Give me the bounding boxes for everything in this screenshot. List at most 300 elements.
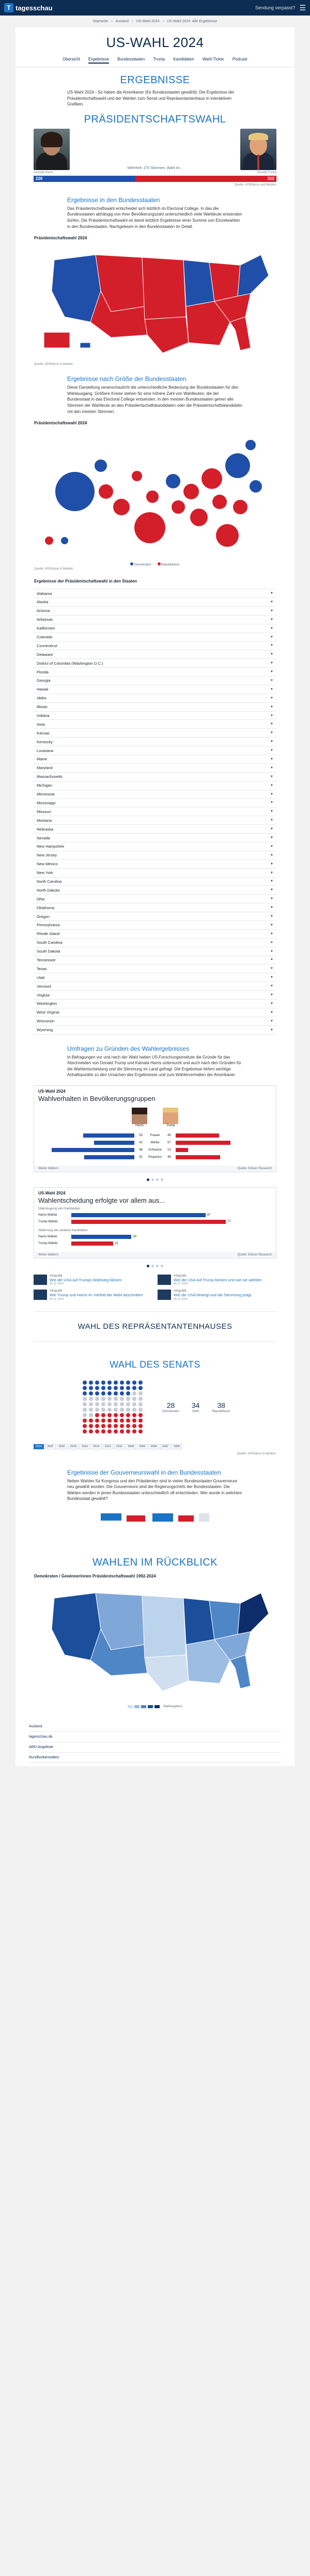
tagesschau-icon: T bbox=[4, 3, 13, 12]
reason-row bbox=[38, 1219, 272, 1225]
state-row[interactable] bbox=[34, 878, 276, 886]
state-row[interactable] bbox=[34, 703, 276, 712]
senate-seat bbox=[107, 1381, 112, 1385]
state-row[interactable] bbox=[34, 598, 276, 607]
state-row[interactable] bbox=[34, 956, 276, 965]
state-row[interactable] bbox=[34, 607, 276, 616]
state-row[interactable] bbox=[34, 755, 276, 764]
state-row[interactable] bbox=[34, 729, 276, 738]
bubble-state bbox=[55, 472, 95, 511]
menu-icon[interactable]: ☰ bbox=[299, 3, 306, 12]
year-button[interactable]: 2022 bbox=[45, 1444, 55, 1449]
state-row[interactable] bbox=[34, 860, 276, 869]
state-row[interactable] bbox=[34, 641, 276, 650]
senate-seat bbox=[114, 1418, 118, 1422]
state-name: West Virginia bbox=[37, 1010, 59, 1015]
state-name: Indiana bbox=[37, 713, 50, 718]
governor-map[interactable] bbox=[34, 1508, 276, 1544]
retro-legend: Wahlergebnis bbox=[16, 1705, 295, 1719]
states-list-title: Ergebnisse der Präsidentschaftswahl in den Staaten bbox=[34, 579, 137, 584]
chevron-down-icon: ▼ bbox=[270, 757, 273, 761]
harris-bar bbox=[84, 1155, 134, 1159]
breadcrumb-current: US-Wahl 2024: Alle Ergebnisse bbox=[166, 20, 218, 23]
state-name: Montana bbox=[37, 818, 52, 823]
state-name: District of Columbia (Washington D.C.) bbox=[37, 661, 103, 666]
year-button[interactable]: 2018 bbox=[68, 1444, 79, 1449]
senate-seat bbox=[126, 1386, 130, 1390]
senate-seat bbox=[89, 1429, 93, 1433]
year-button[interactable]: 2024 bbox=[34, 1444, 44, 1449]
senate-seat bbox=[126, 1424, 130, 1428]
article-teaser[interactable] bbox=[158, 1275, 276, 1285]
state-row[interactable] bbox=[34, 982, 276, 991]
state-row[interactable] bbox=[34, 1008, 276, 1017]
chevron-down-icon: ▼ bbox=[270, 609, 273, 612]
senate-seat bbox=[138, 1413, 143, 1417]
carousel-dot[interactable] bbox=[161, 1265, 163, 1267]
senate-seat bbox=[83, 1407, 87, 1412]
state-row[interactable] bbox=[34, 746, 276, 755]
senate-seat bbox=[107, 1391, 112, 1396]
state-name: Arizona bbox=[37, 608, 50, 614]
bubble-source: Quelle: AP/Edison & Medien bbox=[34, 568, 73, 571]
trump-thumb bbox=[163, 1108, 178, 1124]
state-row[interactable] bbox=[34, 903, 276, 912]
article-date: 06.11.2024 bbox=[174, 1282, 188, 1286]
map-state-northeast bbox=[238, 255, 269, 296]
senate-seat bbox=[95, 1397, 99, 1401]
results-heading: ERGEBNISSE bbox=[120, 74, 190, 86]
senate-seat bbox=[83, 1381, 87, 1385]
trump-bar bbox=[176, 1155, 220, 1159]
reason-bar bbox=[71, 1220, 226, 1224]
carousel-dot[interactable] bbox=[156, 1265, 159, 1267]
state-row[interactable] bbox=[34, 773, 276, 781]
senate-seat bbox=[126, 1402, 130, 1406]
senate-seat bbox=[120, 1381, 124, 1385]
harris-value: 42 bbox=[139, 1141, 143, 1144]
footer-link[interactable]: Ausland bbox=[29, 1722, 281, 1732]
state-row[interactable] bbox=[34, 1017, 276, 1026]
footer-link[interactable]: tagesschau.de bbox=[29, 1732, 281, 1742]
tab-states[interactable]: Bundesstaaten bbox=[117, 57, 145, 62]
senate-seat bbox=[114, 1381, 118, 1385]
breadcrumb-item[interactable]: Ausland bbox=[115, 20, 129, 23]
year-button[interactable]: 2002 bbox=[160, 1444, 171, 1449]
senate-rep: 38 Republikaner bbox=[212, 1401, 230, 1414]
bubble-state bbox=[45, 536, 53, 545]
chevron-down-icon: ▼ bbox=[270, 871, 273, 875]
related-articles bbox=[34, 1275, 276, 1301]
year-button[interactable]: 2004 bbox=[149, 1444, 159, 1449]
bubble-lead: Diese Darstellung veranschaulicht die unterschiedliche Bedeutung der Bundesstaaten für den Wahlausgang. Größere Kreise stehen für eine höhere Zahl von Wahlleuten, die der Bundesstaat in das Electoral College entsenden. In den meisten Bundesstaaten gehen alle Stimmen der Wahlleute an den Präsidentschaftskandidaten oder die Präsidentschaftskandidatin mit den meisten Stimmen. bbox=[67, 385, 243, 414]
year-button[interactable]: 2016 bbox=[80, 1444, 90, 1449]
reason-row bbox=[38, 1213, 272, 1218]
chevron-down-icon: ▼ bbox=[270, 644, 273, 648]
senate-seat bbox=[114, 1386, 118, 1390]
rep-name: Donald Trump bbox=[257, 171, 276, 174]
state-row[interactable] bbox=[34, 834, 276, 842]
results-lead: US-Wahl 2024 - So haben die Amerikaner (für Bundesstaaten gewählt): Die Ergebnisse der Präsidentschaftswahl und der Wahlen zum Senat und Repräsentantenhaus in interaktiven Grafiken. bbox=[67, 90, 235, 107]
senate-dem: 28 Demokraten bbox=[162, 1401, 179, 1414]
state-name: Nebraska bbox=[37, 826, 54, 832]
article-title: Wie die USA auf Trump blicken und wie sie wählten bbox=[174, 1277, 262, 1282]
dem-votes: 226 bbox=[36, 176, 43, 181]
retro-map[interactable] bbox=[34, 1583, 276, 1703]
senate-seat bbox=[126, 1397, 130, 1401]
state-row[interactable] bbox=[34, 659, 276, 668]
majority-label: Mehrheit: 270 Stimmen, Wahl ist... bbox=[127, 166, 183, 170]
senate-heading: WAHL DES SENATS bbox=[110, 1359, 200, 1370]
us-results-map[interactable] bbox=[34, 244, 276, 360]
demographic-row bbox=[38, 1132, 272, 1139]
reason-bar bbox=[71, 1241, 113, 1246]
senate-seat bbox=[107, 1407, 112, 1412]
governor-lead: Neben Wahlen für Kongress und den Präsidenten sind in vielen Bundesstaaten Gouverneure neu gewählt worden. Die Gouverneure sind die Regierungschefs der Bundesstaaten. Die Wahlen werden in jenen Bundesstaaten unterschiedlich oft entschieden. Wer wurde in welchem Bundesstaat gewählt? bbox=[67, 1478, 242, 1501]
chevron-down-icon: ▼ bbox=[270, 696, 273, 700]
chevron-down-icon: ▼ bbox=[270, 958, 273, 962]
state-name: Alabama bbox=[37, 591, 52, 596]
bubble-state bbox=[225, 453, 250, 478]
candidate-row bbox=[34, 129, 276, 170]
senate-seat bbox=[95, 1429, 99, 1433]
carousel-dot[interactable] bbox=[151, 1265, 154, 1267]
chevron-down-icon: ▼ bbox=[270, 1019, 273, 1023]
state-row[interactable] bbox=[34, 764, 276, 773]
harris-thumb bbox=[132, 1108, 147, 1124]
senate-seat bbox=[89, 1407, 93, 1412]
chevron-down-icon: ▼ bbox=[270, 662, 273, 665]
year-button[interactable]: 2000 bbox=[172, 1444, 182, 1449]
state-name: New Jersey bbox=[37, 853, 57, 858]
state-row[interactable] bbox=[34, 921, 276, 930]
state-name: Maine bbox=[37, 757, 48, 762]
reason-row bbox=[38, 1241, 272, 1247]
card-next[interactable]: Weiter blättern bbox=[38, 1253, 58, 1256]
senate-seat bbox=[107, 1418, 112, 1422]
state-row[interactable] bbox=[34, 712, 276, 720]
article-kicker: Infografik bbox=[174, 1290, 187, 1293]
year-button[interactable]: 2014 bbox=[91, 1444, 101, 1449]
voter-group: Trump-Wähler bbox=[38, 1242, 58, 1246]
state-name: Virginia bbox=[37, 992, 50, 998]
chevron-down-icon: ▼ bbox=[270, 819, 273, 822]
state-name: Iowa bbox=[37, 722, 45, 727]
article-title: Wie die USA bewegt und die Stimmung prägt bbox=[174, 1293, 252, 1298]
senate-seat bbox=[132, 1418, 136, 1422]
harris-bar bbox=[94, 1141, 134, 1145]
senate-seat bbox=[120, 1429, 124, 1433]
chevron-down-icon: ▼ bbox=[270, 592, 273, 595]
harris-value: 53 bbox=[139, 1133, 143, 1137]
bubble-state bbox=[216, 524, 239, 547]
year-button[interactable]: 2008 bbox=[126, 1444, 136, 1449]
map-state-plains bbox=[142, 257, 186, 319]
state-name: Rhode Island bbox=[37, 931, 60, 937]
president-source: Quelle: AP/Edison und Medien bbox=[234, 183, 276, 187]
chevron-down-icon: ▼ bbox=[270, 853, 273, 857]
state-row[interactable] bbox=[34, 973, 276, 982]
state-row[interactable] bbox=[34, 799, 276, 808]
senate-seat bbox=[83, 1429, 87, 1433]
state-name: New York bbox=[37, 870, 53, 876]
state-row[interactable] bbox=[34, 616, 276, 624]
senate-seat bbox=[89, 1381, 93, 1385]
state-row[interactable] bbox=[34, 633, 276, 642]
reason-value: 30 bbox=[133, 1235, 137, 1239]
breadcrumb-item[interactable]: US-Wahl 2024 bbox=[136, 20, 160, 23]
card-source: Quelle: Edison Research bbox=[237, 1167, 272, 1170]
senate-seat bbox=[83, 1391, 87, 1396]
chevron-down-icon: ▼ bbox=[270, 976, 273, 979]
senate-seat bbox=[89, 1418, 93, 1422]
state-row[interactable] bbox=[34, 851, 276, 860]
tab-candidates[interactable]: Kandidaten bbox=[173, 57, 194, 62]
map-state-texas bbox=[145, 317, 189, 353]
state-row[interactable] bbox=[34, 1000, 276, 1008]
chevron-down-icon: ▼ bbox=[270, 653, 273, 656]
chevron-down-icon: ▼ bbox=[270, 635, 273, 639]
senate-seat bbox=[107, 1413, 112, 1417]
state-row[interactable] bbox=[34, 790, 276, 799]
senate-seat bbox=[95, 1418, 99, 1422]
footer-link[interactable]: Rundfunkanstalten bbox=[29, 1753, 281, 1763]
chevron-down-icon: ▼ bbox=[270, 670, 273, 674]
senate-seat bbox=[132, 1381, 136, 1385]
senate-seat bbox=[132, 1391, 136, 1396]
state-name: Missouri bbox=[37, 809, 51, 814]
state-row[interactable] bbox=[34, 991, 276, 1000]
carousel-dots bbox=[16, 1262, 295, 1270]
card-source: Quelle: Edison Research bbox=[237, 1253, 272, 1256]
article-date: 05.11.2024 bbox=[174, 1297, 188, 1301]
state-row[interactable] bbox=[34, 816, 276, 825]
carousel-dot[interactable] bbox=[156, 1178, 159, 1181]
state-row[interactable] bbox=[34, 589, 276, 598]
bubble-state bbox=[113, 499, 130, 515]
chevron-down-icon: ▼ bbox=[270, 880, 273, 883]
state-row[interactable] bbox=[34, 886, 276, 895]
tab-overview[interactable]: Übersicht bbox=[63, 57, 81, 62]
chevron-down-icon: ▼ bbox=[270, 915, 273, 918]
reason-value: 21 bbox=[115, 1242, 119, 1246]
card-kicker: US-Wahl 2024 bbox=[38, 1190, 66, 1195]
state-name: Kalifornien bbox=[37, 626, 55, 631]
state-row[interactable] bbox=[34, 964, 276, 973]
electoral-vote-bar bbox=[34, 176, 276, 182]
state-row[interactable] bbox=[34, 738, 276, 746]
chevron-down-icon: ▼ bbox=[270, 827, 273, 831]
senate-seat bbox=[83, 1413, 87, 1417]
breadcrumb-item[interactable]: Startseite bbox=[92, 20, 109, 23]
state-name: Massachusetts bbox=[37, 774, 63, 779]
senate-seat bbox=[120, 1424, 124, 1428]
state-row[interactable] bbox=[34, 939, 276, 947]
senate-seat bbox=[114, 1424, 118, 1428]
year-button[interactable]: 2010 bbox=[114, 1444, 125, 1449]
carousel-dot[interactable] bbox=[151, 1178, 154, 1181]
senate-seat bbox=[83, 1424, 87, 1428]
state-name: Connecticut bbox=[37, 643, 57, 648]
state-row[interactable] bbox=[34, 650, 276, 659]
carousel-dots bbox=[16, 1175, 295, 1184]
group-label: Ablehnung des anderen Kandidaten bbox=[38, 1229, 88, 1232]
chevron-down-icon: ▼ bbox=[270, 740, 273, 744]
state-row[interactable] bbox=[34, 869, 276, 878]
page-title: US-WAHL 2024 bbox=[106, 35, 204, 50]
state-row[interactable] bbox=[34, 781, 276, 790]
trump-portrait bbox=[240, 129, 276, 170]
site-logo[interactable]: T tagesschau bbox=[4, 3, 53, 12]
reason-bar bbox=[71, 1213, 206, 1217]
chevron-down-icon: ▼ bbox=[270, 784, 273, 787]
bubble-state bbox=[99, 484, 113, 499]
bubble-title: Präsidentschaftswahl 2024 bbox=[34, 421, 87, 426]
year-button[interactable]: 2006 bbox=[137, 1444, 147, 1449]
bubble-map[interactable] bbox=[34, 430, 276, 560]
senate-year-selector bbox=[34, 1444, 276, 1449]
retro-title: Demokraten / Gewinnerinnen Präsidentschaftswahl 1992-2024 bbox=[34, 1574, 156, 1579]
senate-seat bbox=[114, 1402, 118, 1406]
bubble-state bbox=[134, 512, 165, 543]
state-name: Idaho bbox=[37, 696, 47, 701]
map-state-west bbox=[52, 255, 101, 322]
bubble-heading: Ergebnisse nach Größe der Bundesstaaten bbox=[67, 375, 187, 383]
carousel-dot[interactable] bbox=[161, 1178, 163, 1181]
chevron-down-icon: ▼ bbox=[270, 897, 273, 901]
chevron-down-icon: ▼ bbox=[270, 618, 273, 621]
state-row[interactable] bbox=[34, 624, 276, 633]
state-row[interactable] bbox=[34, 895, 276, 903]
state-name: Mississippi bbox=[37, 800, 56, 805]
senate-seat bbox=[126, 1381, 130, 1385]
state-name: Arkansas bbox=[37, 617, 53, 622]
card-next[interactable]: Weiter blättern bbox=[38, 1167, 58, 1170]
state-row[interactable] bbox=[34, 947, 276, 956]
chevron-down-icon: ▼ bbox=[270, 993, 273, 997]
state-name: Georgia bbox=[37, 678, 51, 683]
state-row[interactable] bbox=[34, 807, 276, 816]
tab-ticker[interactable]: Wahl-Ticker bbox=[202, 57, 224, 62]
state-name: Oregon bbox=[37, 914, 50, 919]
senate-seat bbox=[120, 1386, 124, 1390]
senate-seat bbox=[138, 1424, 143, 1428]
bubble-state bbox=[202, 468, 222, 489]
article-teaser[interactable] bbox=[34, 1275, 152, 1285]
carousel-dot[interactable] bbox=[147, 1265, 149, 1267]
article-thumbnail bbox=[158, 1275, 171, 1285]
article-teaser[interactable] bbox=[34, 1290, 152, 1300]
retro-heading: WAHLEN IM RÜCKBLICK bbox=[92, 1557, 218, 1569]
state-name: Texas bbox=[37, 966, 47, 971]
trump-col: Trump bbox=[166, 1124, 175, 1127]
senate-numbers bbox=[162, 1402, 230, 1413]
article-kicker: Infografik bbox=[50, 1290, 63, 1293]
year-button[interactable]: 2012 bbox=[103, 1444, 113, 1449]
state-name: Wyoming bbox=[37, 1028, 53, 1033]
state-row[interactable] bbox=[34, 825, 276, 834]
senate-seat bbox=[107, 1397, 112, 1401]
dem-name: Kamala Harris bbox=[34, 171, 54, 174]
state-row[interactable] bbox=[34, 842, 276, 851]
chevron-down-icon: ▼ bbox=[270, 836, 273, 839]
state-name: New Hampshire bbox=[37, 844, 65, 849]
tab-trump[interactable]: Trump bbox=[153, 57, 165, 62]
breadcrumb: Startseite › Ausland › US-Wahl 2024 › US-Wahl 2024: Alle Ergebnisse bbox=[92, 20, 218, 23]
demographic-row bbox=[38, 1147, 272, 1153]
chevron-down-icon: ▼ bbox=[270, 932, 273, 936]
bubble-state bbox=[233, 500, 247, 514]
senate-source: Quelle: AP/Edison & Medien bbox=[237, 1452, 276, 1455]
state-row[interactable] bbox=[34, 685, 276, 694]
chevron-down-icon: ▼ bbox=[270, 1010, 273, 1014]
state-name: Alaska bbox=[37, 600, 49, 605]
senate-seat bbox=[89, 1391, 93, 1396]
chevron-down-icon: ▼ bbox=[270, 1028, 273, 1032]
state-row[interactable] bbox=[34, 912, 276, 921]
senate-seat bbox=[83, 1418, 87, 1422]
year-button[interactable]: 2020 bbox=[57, 1444, 67, 1449]
polls-lead: In Befragungen vor und nach der Wahl hatten US-Forschungsinstitute die Gründe für das Abschneiden von Donald Trump und Kamala Harris untersucht und auch nach den Gründen für die Wahlentscheidung und die Stimmung im Land gefragt. Die Ergebnisse liefern wichtige Anhaltspunkte zu den Ursachen des Ergebnisses und zum Wählerverhalten der Amerikaner. bbox=[67, 1054, 242, 1078]
site-footer bbox=[16, 1719, 295, 1766]
senate-seat bbox=[132, 1397, 136, 1401]
state-row[interactable] bbox=[34, 1026, 276, 1035]
card-title: Wahlverhalten in Bevölkerungsgruppen bbox=[38, 1094, 156, 1102]
state-row[interactable] bbox=[34, 930, 276, 939]
harris-portrait bbox=[34, 129, 70, 170]
tab-results[interactable]: Ergebnisse bbox=[88, 57, 109, 64]
polls-heading: Umfragen zu Gründen des Wahlergebnisses bbox=[67, 1045, 190, 1052]
senate-seat bbox=[101, 1429, 105, 1433]
house-heading: WAHL DES REPRÄSENTANTENHAUSES bbox=[78, 1322, 233, 1331]
article-title: Wie die USA auf Trumps Wahlsieg blicken bbox=[50, 1277, 122, 1282]
chevron-down-icon: ▼ bbox=[270, 723, 273, 726]
state-row[interactable] bbox=[34, 720, 276, 729]
article-teaser[interactable] bbox=[158, 1290, 276, 1300]
carousel-dot[interactable] bbox=[147, 1178, 149, 1181]
senate-seat bbox=[126, 1429, 130, 1433]
state-row[interactable] bbox=[34, 694, 276, 703]
senate-seat bbox=[83, 1397, 87, 1401]
chevron-down-icon: ▼ bbox=[270, 923, 273, 927]
senate-seat bbox=[126, 1407, 130, 1412]
bubble-state bbox=[245, 440, 256, 450]
legend-dem: Demokraten bbox=[130, 562, 151, 566]
poll-card-reasons bbox=[34, 1187, 276, 1259]
missed-broadcast-link[interactable]: Sendung verpasst? bbox=[255, 5, 296, 10]
senate-seat bbox=[89, 1386, 93, 1390]
state-row[interactable] bbox=[34, 677, 276, 685]
senate-seat bbox=[89, 1397, 93, 1401]
tab-podcast[interactable]: Podcast bbox=[232, 57, 247, 62]
senate-seat bbox=[114, 1413, 118, 1417]
senate-seat bbox=[101, 1381, 105, 1385]
president-heading: PRÄSIDENTSCHAFTSWAHL bbox=[84, 113, 226, 125]
chevron-down-icon: ▼ bbox=[270, 749, 273, 753]
voter-group: Trump-Wähler bbox=[38, 1220, 58, 1224]
state-name: Hawaii bbox=[37, 687, 49, 692]
article-date: 05.11.2024 bbox=[50, 1297, 64, 1301]
senate-seat bbox=[101, 1407, 105, 1412]
state-row[interactable] bbox=[34, 668, 276, 677]
senate-seat-chart[interactable] bbox=[80, 1378, 147, 1437]
footer-link[interactable]: ARD-Angebote bbox=[29, 1742, 281, 1753]
senate-seat bbox=[138, 1391, 143, 1396]
senate-seat bbox=[120, 1413, 124, 1417]
state-name: Wisconsin bbox=[37, 1019, 55, 1024]
state-name: Oklahoma bbox=[37, 905, 55, 910]
state-name: Kansas bbox=[37, 730, 50, 735]
